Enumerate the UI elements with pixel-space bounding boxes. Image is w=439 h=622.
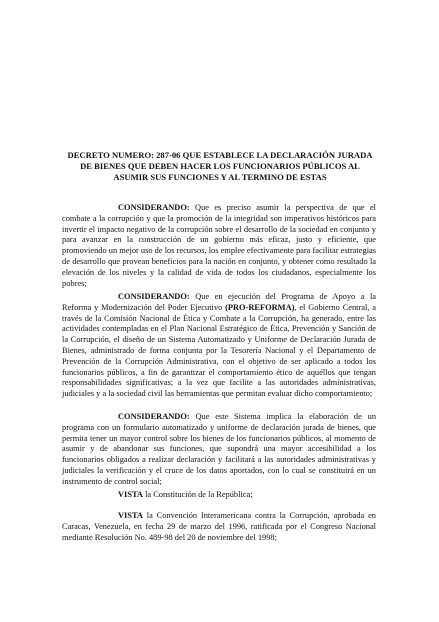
paragraph-lead: VISTA — [118, 511, 143, 520]
title-line: ASUMIR SUS FUNCIONES Y AL TERMINO DE ESTAS — [113, 171, 327, 182]
paragraph-lead: CONSIDERANDO: — [118, 292, 190, 301]
paragraph-text: la Convención Interamericana contra la Corrupción, aprobada en Caracas, Venezuela, en fecha 29 de marzo del 1996, ratificada por el Congreso Nacional mediante Resolución No. 489-98 del 20 de noviembre del 1998; — [62, 511, 376, 542]
title-line: DECRETO NUMERO: 287-06 QUE ESTABLECE LA DECLARACIÓN JURADA — [67, 150, 373, 160]
paragraph-text: Que este Sistema implica la elaboración de un programa con un formulario automatizado y uniforme de declaración jurada de bienes, que permita tener un mayor control sobre los bienes de los funcionarios públicos, al momento de asumir y de abandonar sus funciones, que supondrá una mayor accesibilidad a los funcionarios obligados a realizar declaración y facilitará a las autoridades administrativas y judiciales la verificación y el cruce de los datos aportados, con lo cual se constituirá en un instrumento de control social; — [62, 412, 377, 486]
considerando-paragraph-3 — [62, 412, 376, 488]
considerando-paragraph-1 — [62, 203, 376, 289]
vista-paragraph-1 — [62, 490, 376, 501]
paragraph-lead: CONSIDERANDO: — [118, 412, 190, 421]
paragraph-text: la Constitución de la República; — [145, 490, 253, 499]
paragraph-text: Que en ejecución del Programa de Apoyo a la Reforma y Modernización del Poder Ejecutivo — [62, 292, 376, 312]
paragraph-lead: CONSIDERANDO: — [118, 203, 190, 212]
paragraph-text: Que es preciso asumir la perspectiva de que el combate a la corrupción y que la promoción de la integridad son imperativos históricos para invertir el impacto negativo de la corrupción sobre el desarrollo de la sociedad en conjunto y para avanzar en la construcción de un gobierno más eficaz, justo y eficiente, que promoviendo un mejor uso de los recursos, los emplee efectivamente para facilitar estrategias de desarrollo que provean beneficios para la nación en conjunto, y obtener como resultado la elevación de los niveles y la calidad de vida de todos los ciudadanos, especialmente los pobres; — [62, 203, 376, 288]
paragraph-text: , el Gobierno Central, a través de la Comisión Nacional de Ética y Combate a la Corrupción, ha generado, entre las actividades contempladas en el Plan Nacional Estratégico de Ética, Prevención y Sanción de la Corrupción, el diseño de un Sistema Automatizado y Uniforme de Declaración Jurada de Bienes, administrado de forma conjunta por la Tesorería Nacional y el Departamento de Prevención de la Corrupción Administrativa, con el objetivo de ser aplicado a todos los funcionarios públicos, a fin de garantizar el comportamiento ético de aquéllos que tengan responsabilidades significativas; a la vez que facilite a las autoridades administrativas, judiciales y a la sociedad civil las herramientas que permitan evaluar dicho comportamiento; — [62, 302, 376, 399]
vista-paragraph-2 — [62, 511, 376, 543]
title-line: DE BIENES QUE DEBEN HACER LOS FUNCIONARIOS PÚBLICOS AL — [80, 160, 360, 171]
decree-title — [60, 150, 380, 182]
considerando-paragraph-2 — [62, 292, 376, 400]
paragraph-lead: VISTA — [118, 490, 143, 499]
paragraph-emphasis: (PRO-REFORMA) — [225, 302, 295, 312]
